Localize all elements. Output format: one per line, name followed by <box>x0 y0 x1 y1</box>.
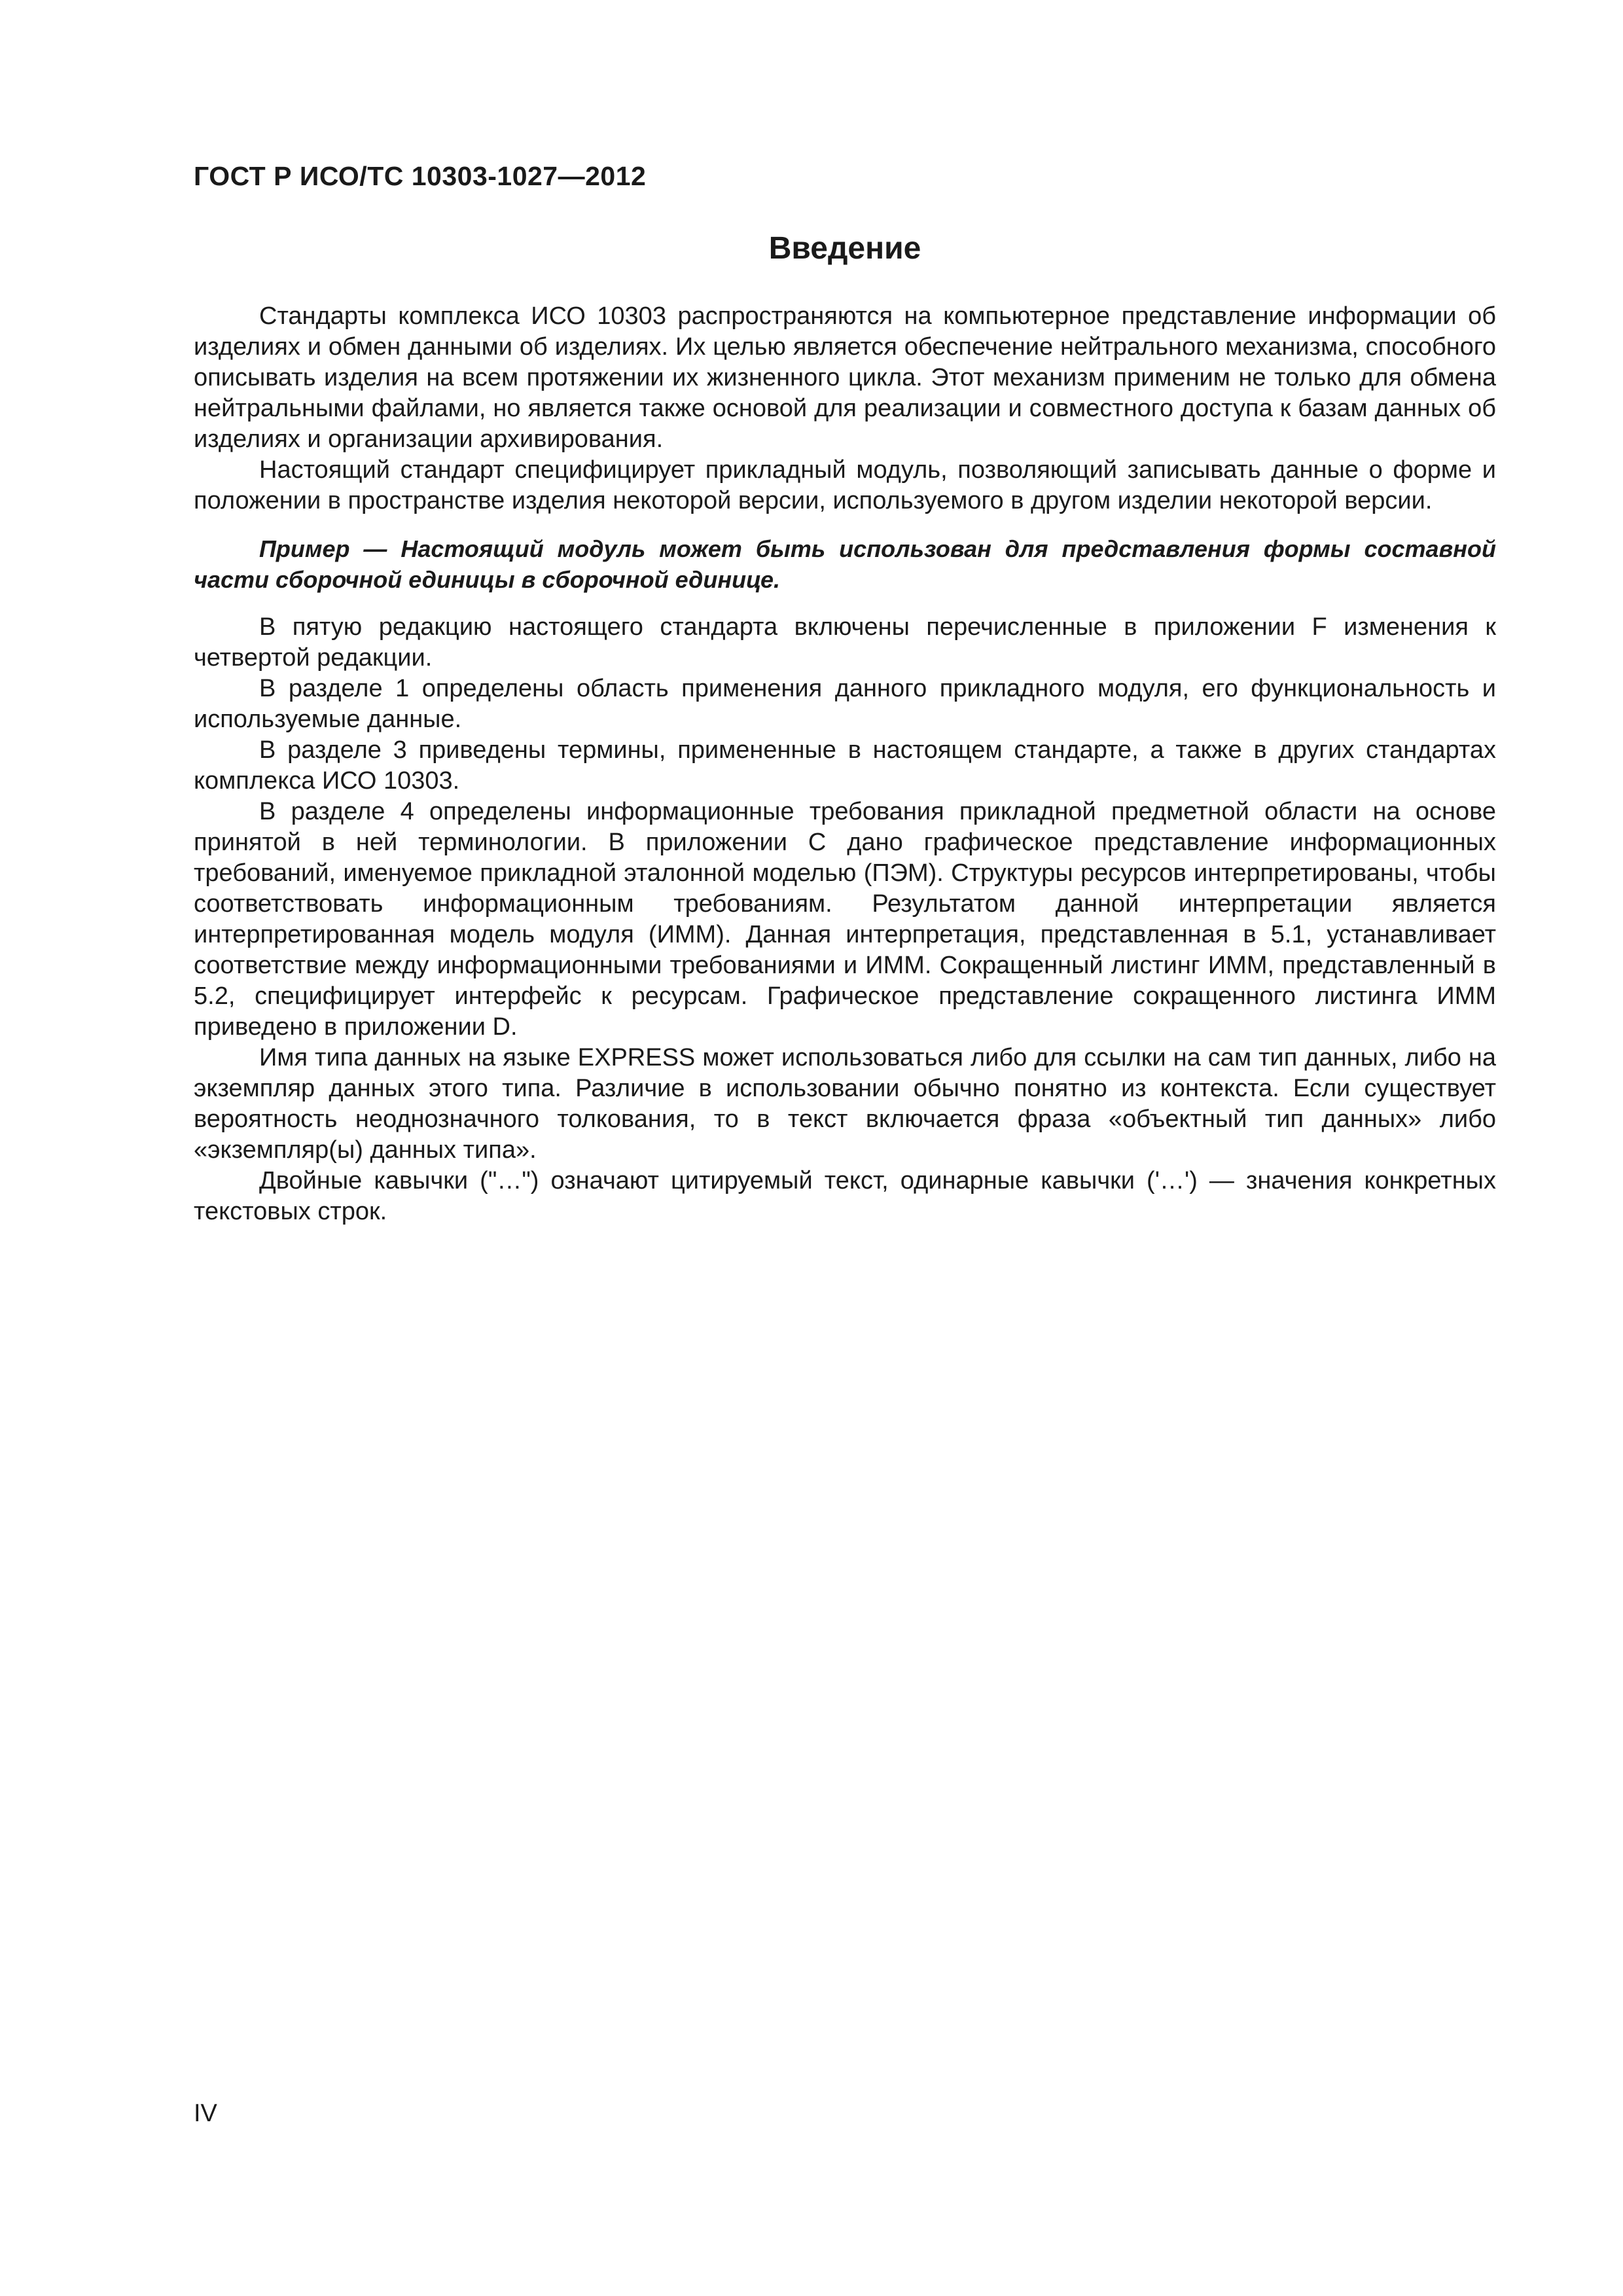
document-header: ГОСТ Р ИСО/ТС 10303-1027—2012 <box>194 161 647 191</box>
paragraph: Двойные кавычки ("…") означают цитируемый текст, одинарные кавычки ('…') — значения конкретных текстовых строк. <box>194 1167 1496 1225</box>
paragraph: В пятую редакцию настоящего стандарта включены перечисленные в приложении F изменения к четвертой редакции. <box>194 613 1496 672</box>
section-title: Введение <box>768 231 921 266</box>
paragraph: В разделе 1 определены область применения данного прикладного модуля, его функциональность и используемые данные. <box>194 675 1496 733</box>
paragraph: Имя типа данных на языке EXPRESS может использоваться либо для ссылки на сам тип данных, либо на экземпляр данных этого типа. Различие в использовании обычно понятно из контекста. Если существует вероятность неоднозначного толкования, то в текст включается фраза «объектный тип данных» либо «экземпляр(ы) данных типа». <box>194 1044 1496 1164</box>
body-text <box>194 301 1496 1227</box>
paragraph: Стандарты комплекса ИСО 10303 распространяются на компьютерное представление информации об изделиях и обмен данными об изделиях. Их целью является обеспечение нейтрального механизма, способного описывать изделия на всем протяжении их жизненного цикла. Этот механизм применим не только для обмена нейтральными файлами, но является также основой для реализации и совместного доступа к базам данных об изделиях и организации архивирования. <box>194 302 1496 453</box>
page-number: IV <box>194 2100 217 2127</box>
example-note: Пример — Настоящий модуль может быть использован для представления формы составной части сборочной единицы в сборочной единице. <box>194 535 1496 593</box>
paragraph: В разделе 4 определены информационные требования прикладной предметной области на основе принятой в ней терминологии. В приложении С дано графическое представление информационных требований, именуемое прикладной эталонной моделью (ПЭМ). Структуры ресурсов интерпретированы, чтобы соответствовать информационным требованиям. Результатом данной интерпретации является интерпретированная модель модуля (ИММ). Данная интерпретация, представленная в 5.1, устанавливает соответствие между информационными требованиями и ИММ. Сокращенный листинг ИММ, представленный в 5.2, специфицирует интерфейс к ресурсам. Графическое представление сокращенного листинга ИММ приведено в приложении D. <box>194 798 1496 1041</box>
paragraph: Настоящий стандарт специфицирует прикладный модуль, позволяющий записывать данные о форме и положении в пространстве изделия некоторой версии, используемого в другом изделии некоторой версии. <box>194 456 1496 514</box>
paragraph: В разделе 3 приведены термины, примененные в настоящем стандарте, а также в других стандартах комплекса ИСО 10303. <box>194 736 1496 795</box>
